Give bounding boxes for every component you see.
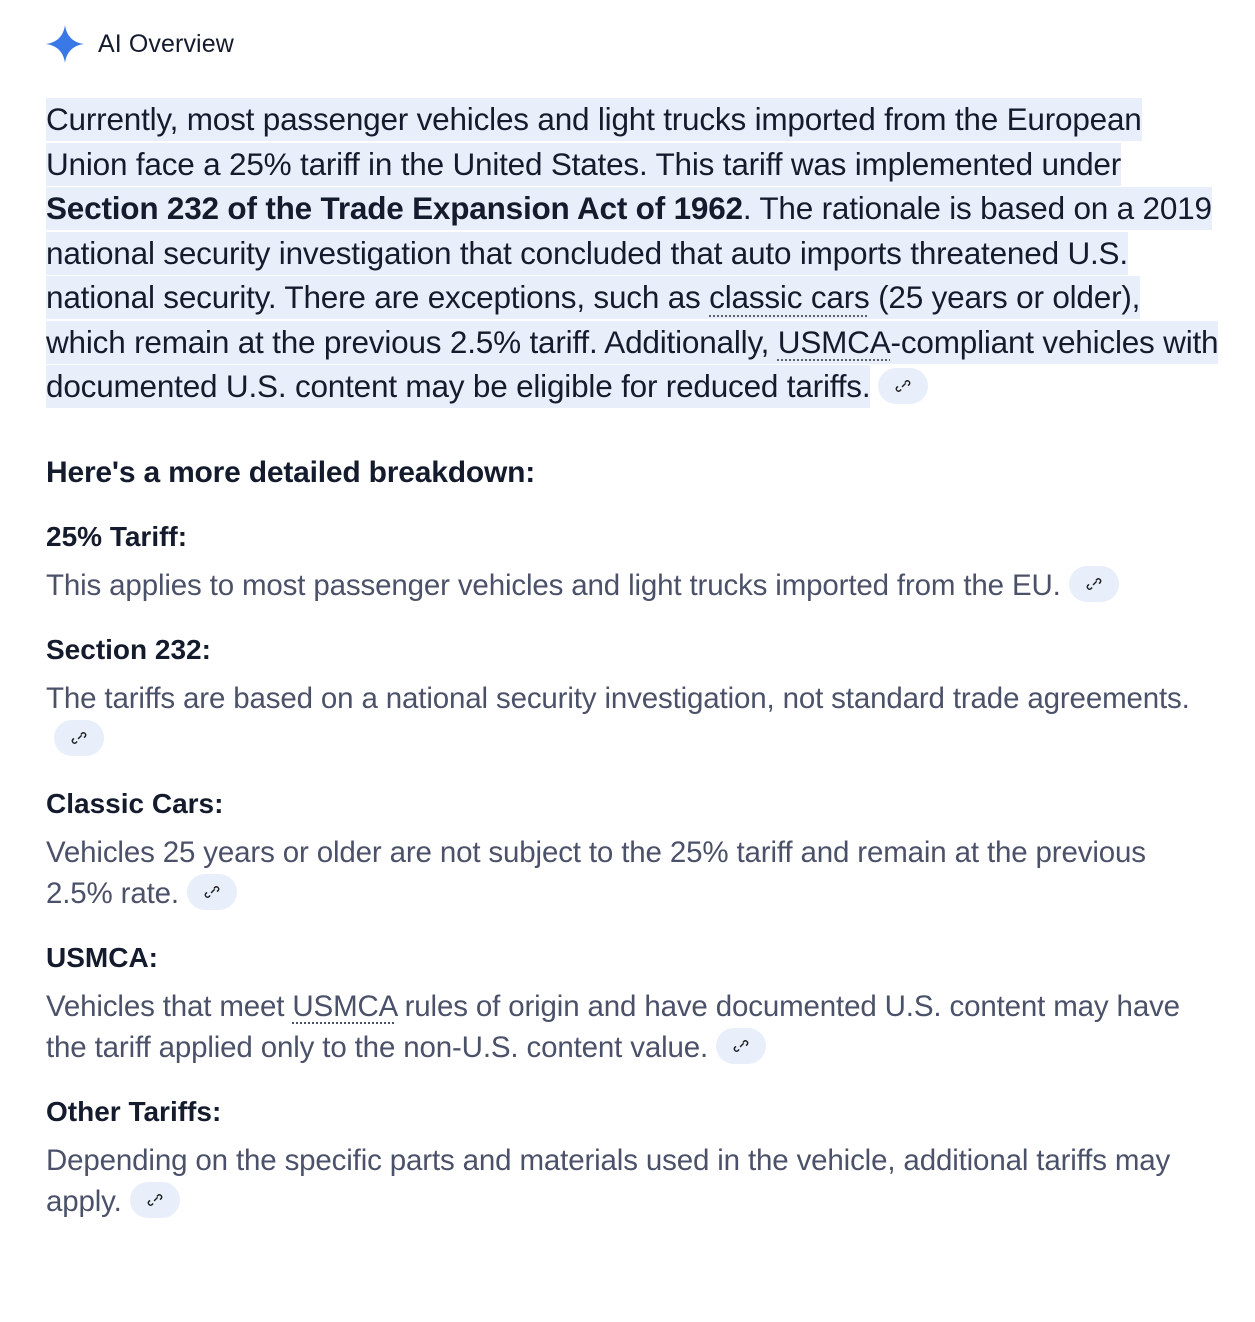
link-icon — [70, 729, 88, 747]
breakdown-item-title: 25% Tariff: — [46, 520, 188, 552]
citation-chip[interactable] — [187, 874, 237, 910]
breakdown-item-25-tariff — [46, 519, 1226, 606]
citation-chip[interactable] — [716, 1028, 766, 1064]
citation-chip-summary[interactable] — [878, 368, 928, 404]
breakdown-item-desc — [46, 832, 1216, 914]
classic-cars-link[interactable]: classic cars — [709, 279, 870, 315]
breakdown-item-text: The tariffs are based on a national security investigation, not standard trade agreements. — [46, 681, 1190, 715]
summary-text-2: . The rationale is based on a 2019 national security investigation that concluded that auto imports threatened U.S. national security. There are exceptions, such as — [46, 190, 1212, 315]
usmca-link[interactable]: USMCA — [777, 323, 891, 360]
citation-chip[interactable] — [54, 720, 104, 756]
breakdown-item-text: rules of origin and have documented U.S. content may have the tariff applied only to the non-U.S. content value. — [46, 989, 1180, 1064]
sparkle-icon — [44, 23, 86, 65]
citation-chip[interactable] — [1069, 566, 1119, 602]
breakdown-item-desc — [46, 678, 1216, 760]
link-icon — [1085, 575, 1103, 593]
breakdown-item-text: Vehicles that meet — [46, 989, 293, 1023]
link-icon — [203, 883, 221, 901]
breakdown-item-desc — [46, 565, 1216, 606]
breakdown-item-usmca — [46, 940, 1226, 1068]
ai-overview-header — [46, 22, 1226, 66]
breakdown-item-desc — [46, 986, 1216, 1068]
breakdown-item-classic-cars — [46, 786, 1226, 914]
summary-paragraph — [46, 97, 1226, 409]
breakdown-item-title: Section 232: — [46, 633, 211, 665]
usmca-link[interactable]: USMCA — [292, 989, 397, 1023]
link-icon — [732, 1037, 750, 1055]
ai-overview-title: AI Overview — [98, 29, 234, 58]
citation-chip[interactable] — [130, 1182, 180, 1218]
breakdown-item-title: Other Tariffs: — [46, 1095, 222, 1127]
summary-text-3: (25 years or older), which remain at the previous 2.5% tariff. Additionally, — [46, 279, 1141, 360]
summary-text-4: -compliant vehicles with documented U.S. content may be eligible for reduced tariffs. — [46, 323, 1219, 404]
breakdown-item-text: Vehicles 25 years or older are not subject to the 25% tariff and remain at the previous 2.5% rate. — [46, 835, 1146, 910]
link-icon — [146, 1191, 164, 1209]
summary-bold-section-232: Section 232 of the Trade Expansion Act of 1962 — [46, 190, 743, 226]
breakdown-item-title: USMCA: — [46, 941, 158, 973]
breakdown-heading: Here's a more detailed breakdown: — [46, 455, 536, 489]
ai-overview-panel — [0, 22, 1226, 1222]
breakdown-item-section-232 — [46, 632, 1226, 760]
breakdown-item-text: Depending on the specific parts and materials used in the vehicle, additional tariffs may apply. — [46, 1143, 1171, 1218]
summary-text-1: Currently, most passenger vehicles and light trucks imported from the European Union face a 25% tariff in the United States. This tariff was implemented under — [46, 101, 1142, 182]
breakdown-item-text: This applies to most passenger vehicles and light trucks imported from the EU. — [46, 568, 1061, 602]
breakdown-item-other-tariffs — [46, 1094, 1226, 1222]
highlighted-summary — [46, 98, 1218, 408]
breakdown-item-desc — [46, 1140, 1216, 1222]
breakdown-item-title: Classic Cars: — [46, 787, 224, 819]
link-icon — [894, 377, 912, 395]
